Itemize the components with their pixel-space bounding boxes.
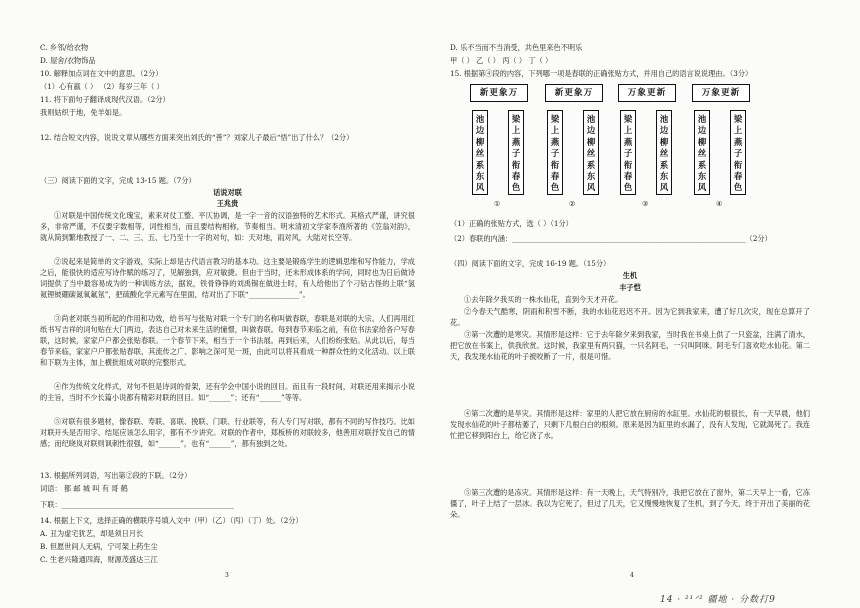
couplet-4-horizontal-scroll: 万象更新 xyxy=(692,84,750,102)
question-10-blanks: （1）心有嬴（ ） （2）每岁三年（ ） xyxy=(40,82,164,91)
story-author: 丰子恺 xyxy=(619,283,641,292)
couplet-3-right-scroll: 池边柳丝系东风 xyxy=(656,110,672,195)
article-author: 王兆贵 xyxy=(216,199,239,208)
question-11: 11. 将下面句子翻译成现代汉语。（2分） xyxy=(40,95,170,104)
left-page xyxy=(40,0,415,608)
handwritten-corner-mark: 14 · ²¹ᐟ² 疆地 · 分数打9 xyxy=(660,595,776,605)
question-14-option-b: B. 但愿世间人无病，宁可架上药生尘 xyxy=(40,542,158,551)
section-3-heading: （三）阅读下面的文字，完成 13-15 题。（7分） xyxy=(40,176,196,185)
story-paragraph-3: ③第一次遭的是寒灾。其情形是这样：它于去年除夕来到我家，当时我在书桌上供了一只瓷盆，注满了清水，把它放在书案上，供我欣赏。这时候，我家里有两只猫，一只名阿毛，一只叫阿咪。阿毛专门喜欢吃水仙花。第二天，我发现水仙花的叶子被咬断了一片，很是可惜。 xyxy=(450,330,810,361)
section-4-heading: （四）阅读下面的文字，完成 16-19 题。（15分） xyxy=(450,259,611,268)
couplet-4-right-scroll: 梁上燕子衔春色 xyxy=(730,110,746,195)
article-paragraph-3: ③尚老对联当初所起的作用和功效，给书写与张贴对联一个专门的名称叫做春联，春联是对联的大宗。人们再用红纸书写吉祥的词句贴在大门两边，表达自己对未来生活的憧憬，叫做春联。每到春节来临之前，有位书法家给各户写春联，这时候，家家户户都会张贴春联。一个春节下来，相当于一个书法展。再到后来，人们纷纷张贴。从此以后，每当春节来临，家家户户都张贴春联，其流传之广、影响之深可见一斑，由此可以将其看成一种群众性的文化活动。以上联和下联为主体，加上横批组成对联的完整形式。 xyxy=(40,314,415,367)
story-title: 生机 xyxy=(622,271,638,280)
answer-blanks[interactable]: 甲（ ） 乙（ ） 丙（ ） 丁（ ） xyxy=(450,56,553,65)
couplet-1-left-scroll: 池边柳丝系东风 xyxy=(472,110,488,195)
page-number-left: 3 xyxy=(225,572,229,579)
couplet-4-left-scroll: 池边柳丝系东风 xyxy=(694,110,710,195)
couplet-2-label[interactable]: ② xyxy=(569,200,576,208)
story-paragraph-4: ④第二次遭的是旱灾。其情形是这样：家里的人把它放在厨房的水缸里。水仙花的根很长，有一天早晨，他们发现水仙花的叶子都枯萎了，只剩下几根白白的根须。原来是因为缸里的水漏了，没有人发现，它就渴死了。我连忙把它移到阳台上，给它浇了水。 xyxy=(450,409,810,440)
couplet-3-left-scroll: 梁上燕子衔春色 xyxy=(620,110,636,195)
option-d: D. 屋舍/衣物饰品 xyxy=(40,56,96,65)
question-11-sentence: 我则姑织于地，免羊如是。 xyxy=(40,108,127,117)
article-paragraph-5: ⑤对联有很多题材，像春联、寿联、喜联、挽联、门联、行业联等，有人专门写对联，都有不同的写作技巧。比如对联开头是否用字、结尾应该怎么用字，都有不少讲究。对联的作者中，郑板桥的对联较多，他善用对联抒发自己的情感；而纪晓岚对联则讽刺性很强，如“______”，也有“______”，都有独到之处。 xyxy=(40,417,415,448)
question-13-words: 词语： 都 邮 城 叫 有 哥 鹤 xyxy=(40,484,128,493)
page-number-right: 4 xyxy=(630,572,634,579)
couplet-1-horizontal-scroll: 新更象万 xyxy=(470,84,528,102)
option-d-right: D. 乐不当而不当消受，共色里来色不明乐 xyxy=(450,43,583,52)
question-13-answer-line[interactable]: 下联：________________________________________________ xyxy=(40,500,235,509)
story-paragraph-1: ①去年除夕我买的一株水仙花，直到今天才开花。 xyxy=(464,295,623,304)
article-paragraph-4: ④作为传统文化样式，对句不但是诗词的骨架，还有学会中国小说的回目。而且有一段时间，对联还用来揭示小说的主旨，当时不少长篇小说都有精彩对联的回目。如“______”；还有“______”等等。 xyxy=(40,382,415,402)
question-10: 10. 解释加点词在文中的意思。（2分） xyxy=(40,69,163,78)
article-paragraph-2: ②说起来是简单的文字游戏，实际上却是古代语言教习的基本功。这主要是锻炼学生的逻辑思维和写作能力，学成之后，能很快的适应写诗作赋的练习了，见解独到，应对敏捷。但由于当时，还未形成体系的学问，同时也为日后做诗词提供了当中最容易成为的一种训练方法，据说，铁骨铮铮的刘禹锡在做进士时，有人给他出了个刁钻古怪的上联“氢氦锂铍硼碳氮氧氟氖”，把硫酸化学元素写在里面，结对出了下联“______________”。 xyxy=(40,257,415,299)
couplet-3-label[interactable]: ③ xyxy=(642,200,649,208)
couplet-1-label[interactable]: ① xyxy=(494,200,501,208)
question-15: 15. 根据第④段的内容，下列哪一项是春联的正确张贴方式，并用自己的语言说说理由。（3分） xyxy=(450,69,753,78)
question-14: 14. 根据上下文，选择正确的横联序号填入文中（甲）（乙）（丙）（丁）处。（2分） xyxy=(40,516,303,525)
couplet-2-left-scroll: 梁上燕子衔春色 xyxy=(547,110,563,195)
question-13: 13. 根据所列词语，写出第②段的下联。（2分） xyxy=(40,471,192,480)
couplet-3-horizontal-scroll: 万象更新 xyxy=(618,84,676,102)
article-paragraph-1: ①对联是中国传统文化瑰宝，素来对仗工整、平仄协调，是一字一音的汉语独特的艺术形式。其格式严谨，讲究很多，非常严谨，不仅要字数相等，词性相当，而且要结构相称，节奏相当。明末清初文学家李渔所著的《笠翁对韵》，就从简到繁地教授了一、二、三、五、七乃至十一字的对句，如：天对地，雨对风，大陆对长空等。 xyxy=(40,211,415,242)
question-14-option-c: C. 生老兴隆通四海，财源茂盛达三江 xyxy=(40,555,158,564)
couplet-2-horizontal-scroll: 新更象万 xyxy=(545,84,603,102)
option-c: C. 乡邻/给衣物 xyxy=(40,43,89,52)
answer-1[interactable]: （1）正确的张贴方式，选（ ）（1分） xyxy=(450,219,573,228)
couplet-1-right-scroll: 梁上燕子衔春色 xyxy=(508,110,524,195)
question-14-option-a: A. 丑为虚宅犹艺，却是须日月长 xyxy=(40,529,144,538)
story-paragraph-5: ⑤第三次遭的是冻灾。其情形是这样：有一天晚上，天气特别冷，我把它放在了窗外，第二天早上一看，它冻僵了，叶子上结了一层冰。我以为它死了，但过了几天，它又慢慢地恢复了生机，到了今天，终于开出了美丽的花朵。 xyxy=(450,488,810,519)
question-12: 12. 结合短文内容，说说文章从哪些方面来突出刘氏的“善”？刘家儿子最后“悟”出了什么？（2分） xyxy=(40,133,354,142)
answer-2[interactable]: （2）春联的内涵：_________________________________________________________________（2分） xyxy=(450,234,772,243)
story-paragraph-2: ②今春天气酷寒，阴雨和积雪不断，我的水仙花迟迟不开。因为它到我家来，遭了好几次灾，现在总算开了花。 xyxy=(450,307,810,327)
couplet-4-label[interactable]: ④ xyxy=(716,200,723,208)
couplet-2-right-scroll: 池边柳丝系东风 xyxy=(583,110,599,195)
article-title: 话说对联 xyxy=(213,188,242,197)
